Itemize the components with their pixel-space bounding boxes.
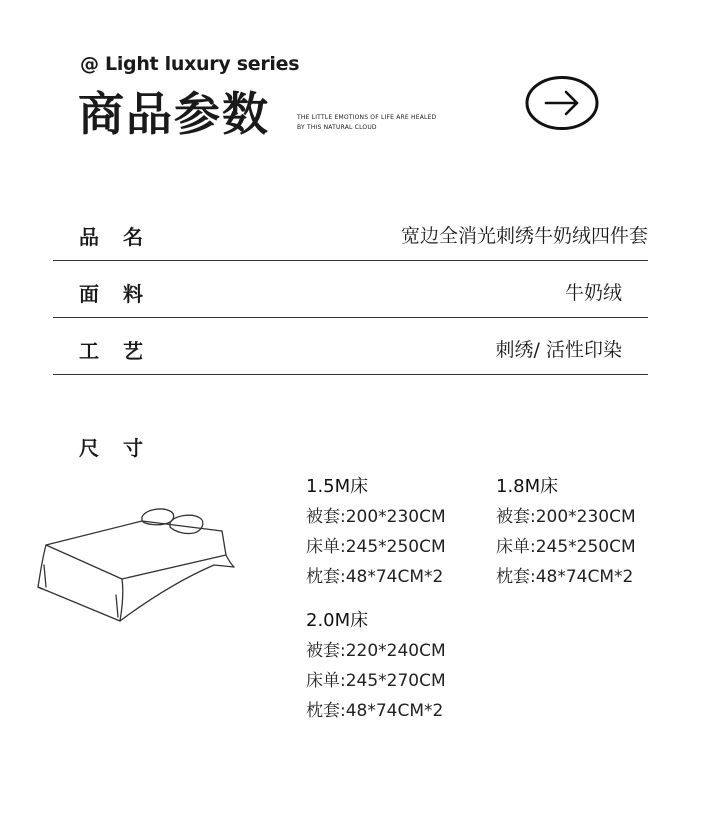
size-spec-1-8m <box>496 472 636 592</box>
bed-illustration-icon <box>36 505 236 625</box>
spec-title: 1.5M床 <box>306 476 369 497</box>
page-title: 商品参数 <box>78 87 270 141</box>
param-row-craft <box>53 317 648 375</box>
series-label: @ Light luxury series <box>80 53 300 75</box>
spec-duvet: 被套:220*240CM <box>306 641 446 661</box>
param-label-craft: 工艺 <box>79 339 167 363</box>
param-label-material: 面料 <box>79 282 167 306</box>
param-row-material <box>53 260 648 318</box>
spec-duvet: 被套:200*230CM <box>496 507 636 527</box>
tagline <box>297 113 436 133</box>
param-row-name <box>53 203 648 261</box>
spec-pillow: 枕套:48*74CM*2 <box>496 567 634 587</box>
arrow-right-circle-icon[interactable] <box>524 75 600 131</box>
tagline-line-2: BY THIS NATURAL CLOUD <box>297 124 377 131</box>
spec-sheet: 床单:245*270CM <box>306 671 446 691</box>
spec-title: 2.0M床 <box>306 610 369 631</box>
size-spec-1-5m <box>306 472 446 592</box>
size-label: 尺寸 <box>79 436 167 460</box>
param-value-craft: 刺绣/ 活性印染 <box>495 339 622 361</box>
param-label-name: 品名 <box>79 225 167 249</box>
param-value-material: 牛奶绒 <box>564 282 622 304</box>
spec-sheet: 床单:245*250CM <box>306 537 446 557</box>
spec-title: 1.8M床 <box>496 476 559 497</box>
spec-duvet: 被套:200*230CM <box>306 507 446 527</box>
spec-pillow: 枕套:48*74CM*2 <box>306 701 444 721</box>
param-value-name: 宽边全消光刺绣牛奶绒四件套 <box>400 225 648 247</box>
spec-pillow: 枕套:48*74CM*2 <box>306 567 444 587</box>
tagline-line-1: THE LITTLE EMOTIONS OF LIFE ARE HEALED <box>297 114 437 121</box>
spec-sheet: 床单:245*250CM <box>496 537 636 557</box>
size-spec-2-0m <box>306 606 446 726</box>
